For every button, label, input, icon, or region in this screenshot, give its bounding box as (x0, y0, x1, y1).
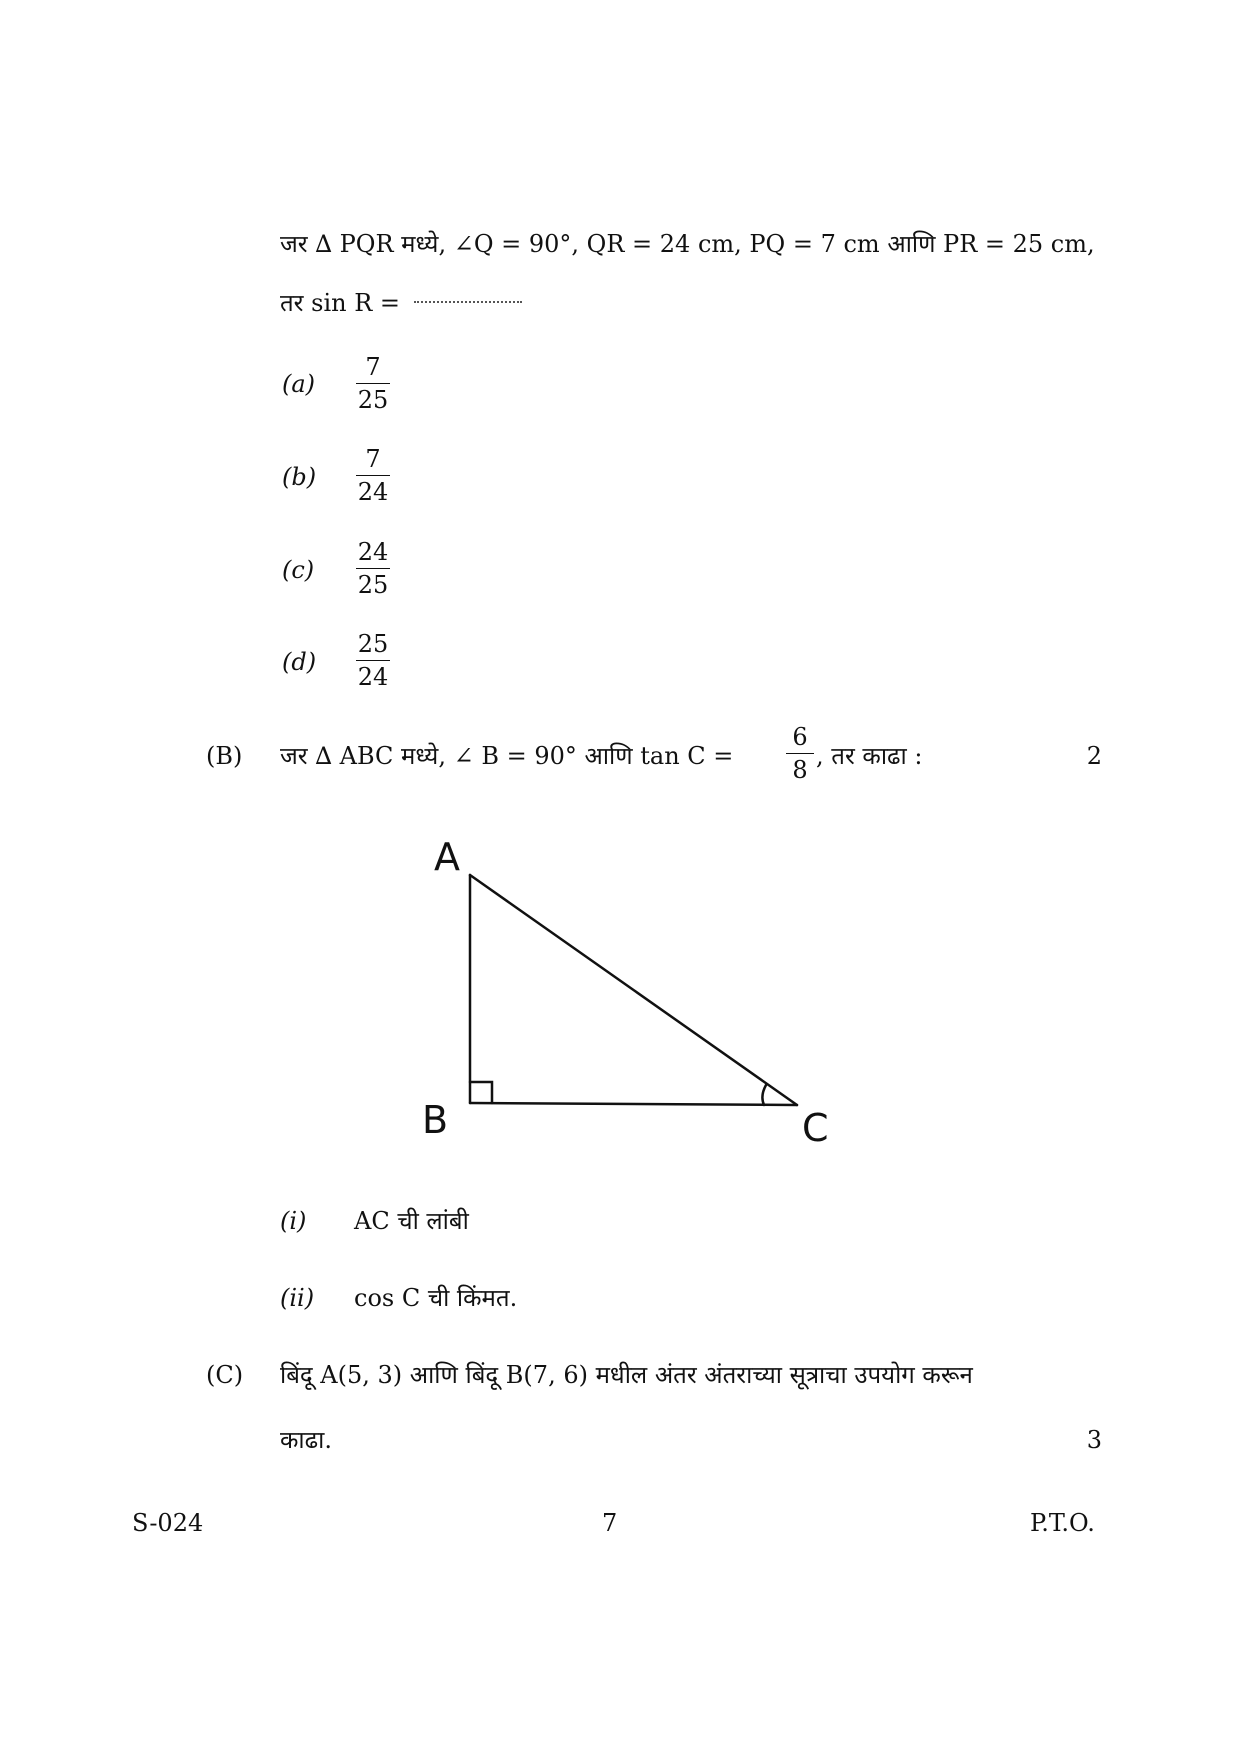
option-label-a: (a) (282, 370, 316, 398)
side-ac (470, 875, 797, 1105)
q-b-label: (B) (206, 742, 243, 770)
q-b-text-pre: जर ∆ ABC मध्ये, ∠ B = 90° आणि tan C = (280, 742, 734, 770)
q-b-tan-numerator: 6 (792, 723, 808, 751)
option-b-numerator: 7 (365, 445, 381, 473)
option-a-denominator: 25 (357, 386, 389, 414)
q-b-tan-denominator: 8 (792, 756, 808, 784)
vertex-label-c: C (802, 1106, 829, 1150)
q-c-line1: बिंदू A(5, 3) आणि बिंदू B(7, 6) मधील अंतर अंतराच्या सूत्राचा उपयोग करून (280, 1361, 973, 1389)
q-c-label: (C) (206, 1361, 244, 1389)
angle-c-arc (762, 1085, 766, 1105)
sub-text-ii: cos C ची किंमत. (354, 1284, 518, 1312)
option-b-denominator: 24 (357, 478, 389, 506)
page-number: 7 (602, 1509, 618, 1537)
sub-text-i: AC ची लांबी (354, 1207, 469, 1235)
option-label-c: (c) (282, 556, 315, 584)
option-label-d: (d) (282, 648, 317, 676)
sub-label-i: (i) (280, 1207, 307, 1235)
vertex-label-b: B (422, 1098, 449, 1142)
option-d-denominator: 24 (357, 663, 389, 691)
vertex-label-a: A (434, 835, 460, 879)
option-c-numerator: 24 (357, 538, 389, 566)
q-b-text-post: , तर काढा : (816, 742, 923, 770)
q-a-stem-text: तर sin R = (280, 289, 401, 317)
option-label-b: (b) (282, 463, 317, 491)
q-a-stem-line1: जर ∆ PQR मध्ये, ∠Q = 90°, QR = 24 cm, PQ = 7 cm आणि PR = 25 cm, (280, 230, 1095, 258)
q-c-line2: काढा. (280, 1426, 333, 1454)
q-c-marks: 3 (1086, 1426, 1102, 1454)
option-c-denominator: 25 (357, 571, 389, 599)
pto-note: P.T.O. (1030, 1509, 1095, 1537)
right-angle-mark (470, 1082, 492, 1103)
side-bc (470, 1103, 797, 1105)
option-d-numerator: 25 (357, 630, 389, 658)
q-b-marks: 2 (1086, 742, 1102, 770)
paper-code: S-024 (132, 1509, 204, 1537)
option-a-numerator: 7 (365, 353, 381, 381)
sub-label-ii: (ii) (280, 1284, 315, 1312)
